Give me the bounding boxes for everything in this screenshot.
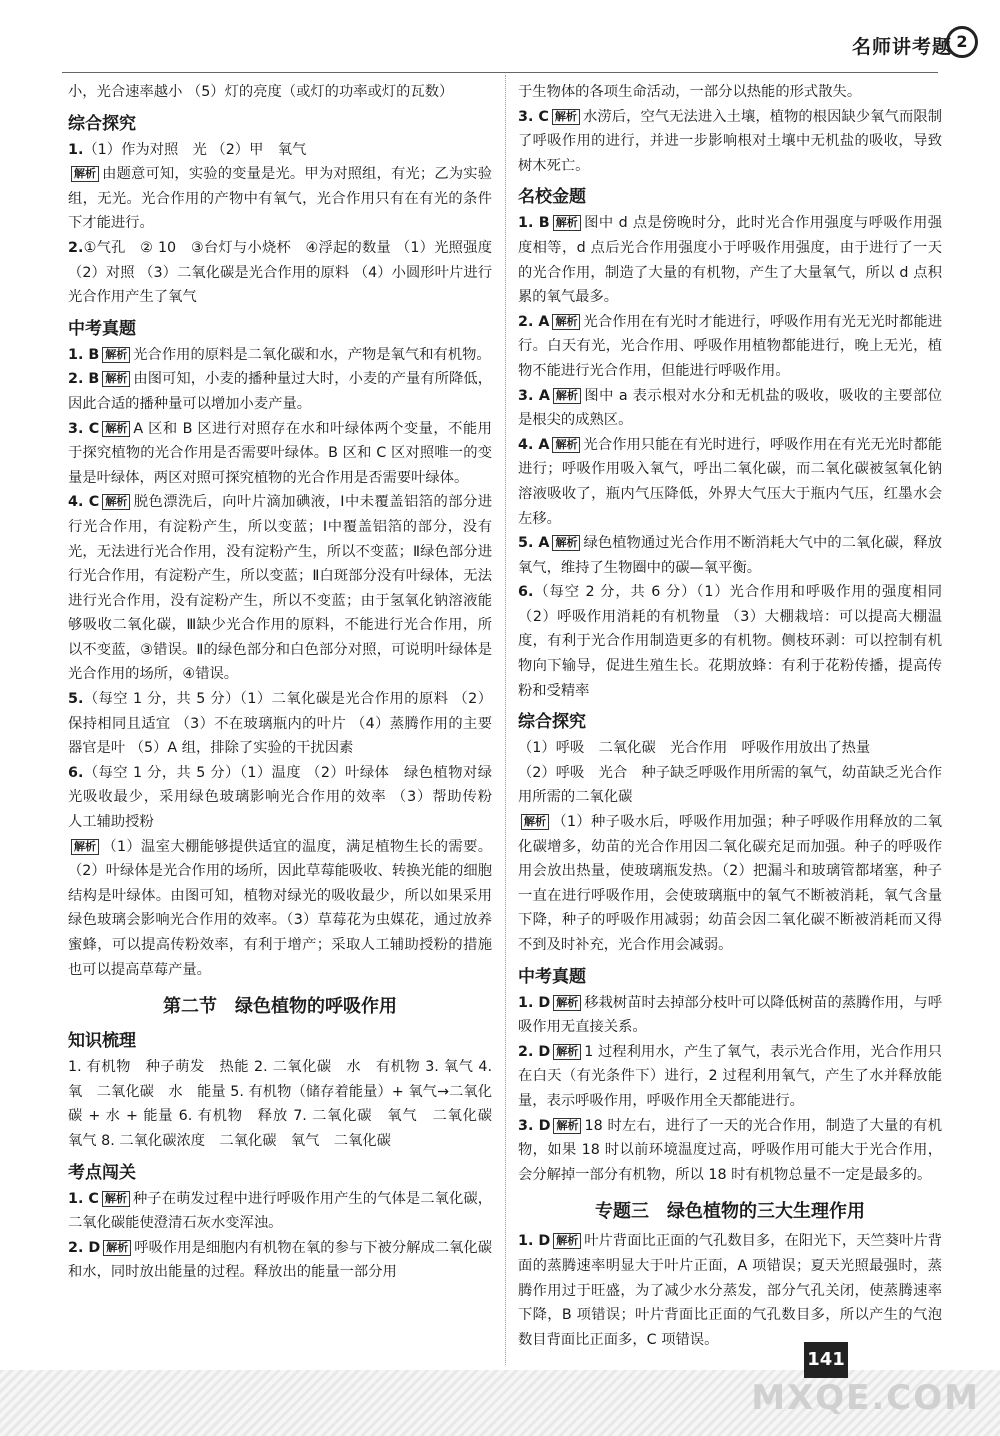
answer-number: 3. A bbox=[518, 387, 550, 404]
answer-number: 1. bbox=[68, 141, 84, 158]
answer-number: 6. bbox=[518, 584, 534, 601]
jiexi-badge: 解析 bbox=[103, 1240, 131, 1256]
jiexi-badge: 解析 bbox=[552, 535, 580, 551]
answer-text: （每空 2 分，共 6 分）（1）光合作用和呼吸作用的强度相同 （2）呼吸作用消耗的有机物量 （3）大棚栽培：可以提高大棚温度，有利于光合作用制造更多的有机物。侧枝环剥：可以控制有机物向下输导，促进生殖生长。花期放蜂：有利于花粉传播，提高传粉和受精率 bbox=[518, 584, 942, 699]
explanation bbox=[68, 835, 492, 983]
answer-number: 2. A bbox=[518, 313, 550, 330]
answer-item bbox=[518, 531, 942, 580]
answer-item bbox=[518, 991, 942, 1040]
answer-item bbox=[518, 580, 942, 703]
jiexi-badge: 解析 bbox=[102, 371, 130, 387]
answer-number: 1. B bbox=[518, 215, 550, 232]
answer-number: 2. D bbox=[518, 1043, 551, 1060]
answer-text: 光合作用的原料是二氧化碳和水，产物是氧气和有机物。 bbox=[133, 346, 491, 363]
answer-item bbox=[68, 687, 492, 761]
answer-number: 4. C bbox=[68, 494, 100, 511]
answer-number: 3. C bbox=[68, 420, 100, 437]
answer-item bbox=[518, 384, 942, 433]
chapter-title: 第二节 绿色植物的呼吸作用 bbox=[163, 996, 397, 1018]
jiexi-badge: 解析 bbox=[102, 494, 130, 510]
column-divider bbox=[505, 75, 506, 1365]
answer-item bbox=[518, 1040, 942, 1114]
explanation bbox=[518, 810, 942, 958]
answer-text: 种子在萌发过程中进行呼吸作用产生的气体是二氧化碳，二氧化碳能使澄清石灰水变浑浊。 bbox=[68, 1190, 492, 1232]
answer-text: 绿色植物通过光合作用不断消耗大气中的二氧化碳，释放氧气，维持了生物圈中的碳—氧平衡。 bbox=[518, 535, 942, 576]
answer-item bbox=[518, 211, 942, 309]
jiexi-badge: 解析 bbox=[102, 1191, 130, 1207]
jiexi-badge: 解析 bbox=[553, 215, 581, 231]
page-number: 141 bbox=[804, 1342, 848, 1378]
answer-number: 6. bbox=[68, 764, 84, 781]
answer-text: 由图可知，小麦的播种量过大时，小麦的产量有所降低，因此合适的播种量可以增加小麦产量。 bbox=[68, 371, 492, 412]
answer-number: 5. A bbox=[518, 535, 550, 552]
answer-number: 5. bbox=[68, 691, 84, 708]
answer-number: 2. D bbox=[68, 1239, 101, 1256]
answer-number: 2. bbox=[68, 239, 84, 256]
jiexi-badge: 解析 bbox=[553, 1233, 581, 1249]
jiexi-badge: 解析 bbox=[553, 1118, 581, 1134]
answer-text: （每空 1 分，共 5 分）（1）温度 （2）叶绿体 绿色植物对绿光吸收最少，采用绿色玻璃影响光合作用的效率 （3）帮助传粉 人工辅助授粉 bbox=[68, 764, 507, 831]
answer-text: 18 时左右，进行了一天的光合作用，制造了大量的有机物，如果 18 时以前环境温度过高，呼吸作用可能大于光合作用，会分解掉一部分有机物，所以 18 时有机物总量不一定是最多的。 bbox=[518, 1117, 942, 1183]
left-column bbox=[68, 80, 507, 1285]
answer-text: 图中 a 表示根对水分和无机盐的吸收，吸收的主要部位是根尖的成熟区。 bbox=[518, 387, 942, 429]
answer-text: 脱色漂洗后，向叶片滴加碘液，Ⅰ中未覆盖铝箔的部分进行光合作用，有淀粉产生，所以变蓝；Ⅰ中覆盖铝箔的部分，没有光，无法进行光合作用，没有淀粉产生，所以不变蓝；Ⅱ绿色部分进行光合作用，有淀粉产生，所以变蓝；Ⅱ白斑部分没有叶绿体，无法进行光合作用，没有淀粉产生，所以不变蓝；由于氢氧化钠溶液能够吸收二氧化碳，Ⅲ缺少光合作用的原料，不能进行光合作用，所以不变蓝，③错误。Ⅱ的绿色部分和白色部分对照，可说明叶绿体是光合作用的场所，④错误。 bbox=[68, 494, 492, 683]
answer-item bbox=[518, 1114, 942, 1188]
answer-text: ①气孔 ② 10 ③台灯与小烧杯 ④浮起的数量 （1）光照强度 （2）对照 （3）二氧化碳是光合作用的原料 （4）小圆形叶片进行光合作用产生了氧气 bbox=[68, 239, 492, 306]
answer-item bbox=[518, 310, 942, 384]
explanation-text: 由题意可知，实验的变量是光。甲为对照组，有光；乙为实验组，无光。光合作用的产物中有氧气，光合作用只有在有光的条件下才能进行。 bbox=[68, 166, 492, 232]
answer-item bbox=[518, 105, 942, 179]
answer-item: （1）呼吸 二氧化碳 光合作用 呼吸作用放出了热量 bbox=[518, 740, 871, 757]
answer-number: 1. C bbox=[68, 1190, 99, 1207]
answer-text: A 区和 B 区进行对照存在水和叶绿体两个变量，不能用于探究植物的光合作用是否需要叶绿体。B 区和 C 区对照唯一的变量是叶绿体，两区对照可探究植物的光合作用是否需要叶绿体。 bbox=[68, 420, 492, 486]
jiexi-badge: 解析 bbox=[102, 421, 130, 437]
jiexi-badge: 解析 bbox=[102, 347, 130, 363]
answer-item bbox=[68, 490, 492, 687]
jiexi-badge: 解析 bbox=[521, 814, 549, 830]
answer-text: 叶片背面比正面的气孔数目多，在阳光下，天竺葵叶片背面的蒸腾速率明显大于叶片正面，A 项错误；夏天光照最强时，蒸腾作用过于旺盛，为了减少水分蒸发，部分气孔关闭，使蒸腾速率下降，B 项错误；叶片背面比正面的气孔数目多，所以产生的气泡数目背面比正面多，C 项错误。 bbox=[518, 1233, 942, 1348]
section-heading: 综合探究 bbox=[518, 712, 586, 733]
answer-text: （1）作为对照 光 （2）甲 氧气 bbox=[83, 141, 307, 158]
jiexi-badge: 解析 bbox=[553, 1044, 581, 1060]
brand-title: 名师讲考题 bbox=[851, 36, 952, 58]
jiexi-badge: 解析 bbox=[552, 437, 580, 453]
section-heading: 中考真题 bbox=[68, 318, 136, 339]
answer-text: 呼吸作用是细胞内有机物在氧的参与下被分解成二氧化碳和水，同时放出能量的过程。释放出的能量一部分用 bbox=[68, 1239, 492, 1281]
answer-number: 3. C bbox=[518, 108, 549, 125]
answer-item bbox=[68, 1236, 492, 1285]
answer-number: 1. D bbox=[518, 1233, 551, 1250]
chapter-title: 专题三 绿色植物的三大生理作用 bbox=[595, 1201, 865, 1223]
right-column bbox=[518, 80, 942, 1352]
answer-text: 图中 d 点是傍晚时分，此时光合作用强度与呼吸作用强度相等，d 点后光合作用强度小于呼吸作用强度，由于进行了一天的光合作用，制造了大量的有机物，产生了大量氧气，所以 d 点积累的氧气最多。 bbox=[518, 215, 942, 306]
answer-item bbox=[68, 417, 492, 491]
jiexi-badge: 解析 bbox=[71, 166, 99, 182]
answer-text: 光合作用在有光时才能进行，呼吸作用有光无光时都能进行。白天有光，光合作用、呼吸作用植物都能进行，晚上无光，植物不能进行光合作用，但能进行呼吸作用。 bbox=[518, 313, 942, 379]
answer-item bbox=[518, 433, 942, 531]
answer-number: 3. D bbox=[518, 1117, 551, 1134]
answer-number: 4. A bbox=[518, 436, 550, 453]
jiexi-badge: 解析 bbox=[553, 995, 581, 1011]
answer-number: 2. B bbox=[68, 371, 100, 388]
answer-item bbox=[68, 343, 492, 368]
section-heading: 考点闯关 bbox=[68, 1162, 136, 1183]
intro-line: 小，光合速率越小 （5）灯的亮度（或灯的功率或灯的瓦数） bbox=[68, 84, 454, 100]
header-rule bbox=[62, 72, 938, 73]
explanation bbox=[68, 162, 492, 236]
section-heading: 名校金题 bbox=[518, 187, 586, 208]
answer-text: 光合作用只能在有光时进行，呼吸作用在有光无光时都能进行；呼吸作用吸入氧气，呼出二氧化碳，而二氧化碳被氢氧化钠溶液吸收了，瓶内气压降低，外界大气压大于瓶内气压，红墨水会左移。 bbox=[518, 436, 942, 527]
explanation-text: （1）种子吸水后，呼吸作用加强；种子呼吸作用释放的二氧化碳增多，幼苗的光合作用因二氧化碳充足而加强。种子的呼吸作用会放出热量，使玻璃瓶发热。（2）把漏斗和玻璃管都堵塞，种子一直在进行呼吸作用，会使玻璃瓶中的氧气不断被消耗，氧气含量下降，种子的呼吸作用减弱；幼苗会因二氧化碳不断被消耗而又得不到及时补充，光合作用会减弱。 bbox=[518, 814, 942, 953]
answer-item bbox=[68, 138, 492, 163]
continued-text: 于生物体的各项生命活动，一部分以热能的形式散失。 bbox=[518, 84, 862, 100]
answer-item bbox=[518, 1229, 942, 1352]
section-heading: 知识梳理 bbox=[68, 1031, 136, 1052]
answer-text: 1 过程利用水，产生了氧气，表示光合作用，光合作用只在白天（有光条件下）进行，2 过程利用氧气，产生了水并释放能量，表示呼吸作用，呼吸作用全天都能进行。 bbox=[518, 1043, 942, 1109]
jiexi-badge: 解析 bbox=[71, 839, 99, 855]
page-header bbox=[0, 0, 1000, 82]
jiexi-badge: 解析 bbox=[553, 388, 581, 404]
brand-logo-icon: 2 bbox=[946, 26, 978, 58]
answer-number: 1. B bbox=[68, 346, 100, 363]
answer-item bbox=[68, 1187, 492, 1236]
answer-item bbox=[68, 761, 507, 835]
answer-text: 水涝后，空气无法进入土壤，植物的根因缺少氧气而限制了呼吸作用的进行，并进一步影响根对土壤中无机盐的吸收，导致树木死亡。 bbox=[518, 108, 942, 174]
section-heading: 中考真题 bbox=[518, 966, 586, 987]
knowledge-list: 1. 有机物 种子萌发 热能 2. 二氧化碳 水 有机物 3. 氧气 4. 氧 二氧化碳 水 能量 5. 有机物（储存着能量）+ 氧气→二氧化碳 + 水 + 能量 6. 有机物 释放 7. 二氧化碳 氧气 二氧化碳 氧气 8. 二氧化碳浓度 二氧化碳 氧气 二氧化碳 bbox=[68, 1059, 507, 1149]
answer-item bbox=[68, 367, 492, 416]
section-heading: 综合探究 bbox=[68, 113, 136, 134]
answer-number: 1. D bbox=[518, 994, 551, 1011]
watermark: MXQE.COM bbox=[751, 1378, 980, 1418]
explanation-text: （1）温室大棚能够提供适宜的温度，满足植物生长的需要。（2）叶绿体是光合作用的场所，因此草莓能吸收、转换光能的细胞结构是叶绿体。由图可知，植物对绿光的吸收最少，所以如果采用绿色玻璃会影响光合作用的效率。（3）草莓花为虫媒花，通过放养蜜蜂，可以提高传粉效率，有利于增产；采取人工辅助授粉的措施也可以提高草莓产量。 bbox=[68, 838, 492, 978]
answer-text: 移栽树苗时去掉部分枝叶可以降低树苗的蒸腾作用，与呼吸作用无直接关系。 bbox=[518, 994, 942, 1036]
answer-text: （每空 1 分，共 5 分）（1）二氧化碳是光合作用的原料 （2）保持相同且适宜 （3）不在玻璃瓶内的叶片 （4）蒸腾作用的主要器官是叶 （5）A 组，排除了实验的干扰因素 bbox=[68, 691, 492, 757]
jiexi-badge: 解析 bbox=[552, 109, 580, 125]
answer-item bbox=[68, 236, 492, 310]
jiexi-badge: 解析 bbox=[552, 314, 580, 330]
answer-item: （2）呼吸 光合 种子缺乏呼吸作用所需的氧气，幼苗缺乏光合作用所需的二氧化碳 bbox=[518, 764, 942, 806]
